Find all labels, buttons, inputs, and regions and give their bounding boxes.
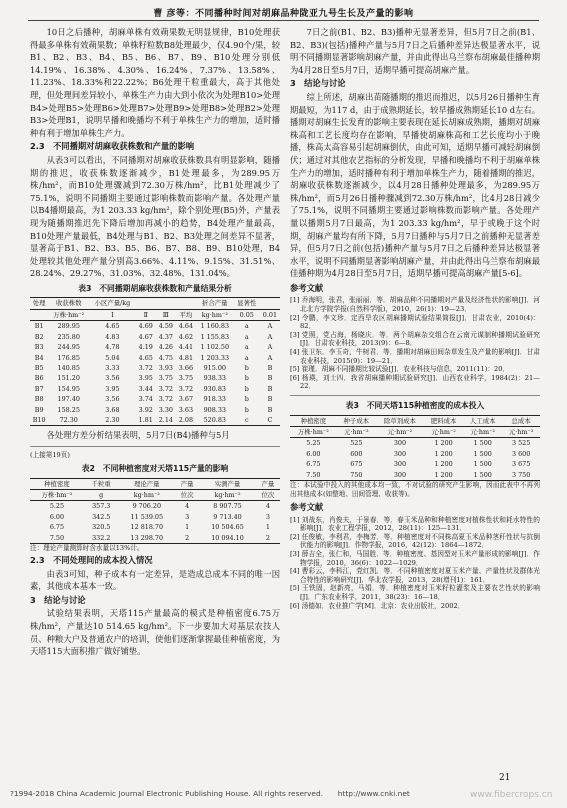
table-row (30, 332, 280, 342)
references-heading: 参考文献 (290, 502, 324, 513)
yield-table (30, 297, 280, 426)
table-header-cell: 理论产量 (119, 478, 176, 489)
table-cell: 289.95 (57, 322, 80, 331)
section-heading: 2.3 不同播期对胡麻收获株数和产量的影响 (30, 141, 195, 152)
table-header-cell: 种子成本 (337, 415, 376, 426)
table-cell: 320.5 (92, 523, 111, 532)
table-cell: 3.72 (158, 395, 173, 404)
table-row (30, 501, 280, 512)
table-cell: 3.56 (105, 374, 120, 383)
table-cell: 72.30 (59, 415, 78, 424)
table-cell: 4.19 (138, 343, 153, 352)
table-row (30, 363, 280, 373)
table-cell: 244.95 (57, 343, 80, 352)
table-row (30, 394, 280, 404)
reference-item: [1] 乔海明，张君，张丽丽．等．胡麻品种不同播期对产量及经济性状的影响[J]．河北北方学院学报(自然科学版)，2010，26(1)：19—23． (290, 296, 540, 314)
table-cell: 4.26 (158, 343, 173, 352)
table-header-cell: 人工成本 (463, 415, 502, 426)
table-header-row (30, 309, 280, 320)
continued-note: (上接第19页) (30, 450, 70, 459)
reference-item: [5] 崔瑾．胡麻不同播期比较试验[J]．农业科技与信息，2011(11)：20． (290, 365, 510, 374)
table-cell: 4.75 (158, 353, 173, 362)
table-cell: 1 203.33 (200, 353, 230, 362)
table-cell: 332.2 (92, 533, 111, 542)
table-cell: 9 706.20 (132, 502, 162, 511)
table-cell: 140.85 (57, 363, 80, 372)
header-rule (28, 20, 539, 21)
table-cell: 2.08 (178, 415, 194, 424)
table-cell: 2.30 (105, 415, 120, 424)
table-header-cell: g (84, 489, 119, 500)
paragraph: 10日之后播种，胡麻单株有效蒴果数无明显规律，B10处理获得最多单株有效蒴果数；单株籽粒数B8处理最少，仅4.90个/果，较B1、B2、B3、B4、B5、B6、B7、B9、B10处理分别低14.19%、16.38%、4.30%、16.24%、7.37%、13.58%、11.23%、18.33%和22.22%；B6处理千粒重最大，高于其他处理，但处理间差异较小，单株生产力由大到小依次为处理B10>处理B4>处理B5>处理B6>处理B7>处理B9>处理B8>处理B2>处理B3>处理B1，说明早播和晚播均不利于单株生产力的增加，适时播种有利于增加单株生产力。 (30, 27, 280, 138)
table-cell: 3.95 (105, 384, 120, 393)
table-cell: 5.04 (105, 353, 120, 362)
table-cell: 4.65 (105, 322, 120, 331)
table-cell: B (267, 363, 273, 372)
table-header-cell: 万株·hm⁻² (30, 489, 84, 500)
table-cell: 9 713.40 (213, 512, 242, 521)
table-cell: 2 (265, 533, 270, 542)
table-row (30, 353, 280, 363)
table-cell: b (244, 384, 249, 393)
table-cell: 235.80 (57, 332, 80, 341)
paragraph: 由表3可知，种子成本有一定差异，是造成总成本不同的唯一因素，其他成本基本一致。 (30, 568, 280, 592)
table-cell: 7.50 (49, 533, 65, 542)
table-cell: 4.83 (105, 332, 120, 341)
reference-item: [4] 张卫东．李玉奇，牛树君．等．播期对胡麻田间杂草发生及产量的影响[J]．甘肃农业科技，2015(9)：19—21． (290, 348, 540, 365)
table-header-cell: 折合产量 (196, 298, 234, 309)
table-cell: 3.74 (138, 395, 153, 404)
table-header-cell: 种植密度 (30, 478, 84, 489)
left-column (30, 26, 280, 658)
table-header-cell: 千粒重 (84, 478, 119, 489)
table-cell: 1 200 (434, 460, 453, 469)
reference-item: [6] 汤德如．农业推广学[M]．北京：农业出版社，2002． (290, 601, 465, 610)
table-cell: 3.30 (158, 405, 173, 414)
table-cell: a (244, 322, 249, 331)
table-header-cell: Ⅱ (136, 309, 156, 320)
table-cell: B6 (34, 374, 44, 383)
table-row (30, 373, 280, 383)
table-cell: 1 102.50 (200, 343, 230, 352)
table-cell: 908.33 (203, 405, 226, 414)
table-header-cell (156, 298, 176, 309)
table-cell: B4 (34, 353, 44, 362)
paragraph: 试验结果表明，天塔115产量最高的模式是种植密度6.75万株/hm²，产量达10 514.65 kg/hm²。下一步要加大对基层农技人员、种粮大户及普通农户的培训，使他们逐渐掌握最佳种植密度，为天塔115大面积推广做好铺垫。 (30, 608, 280, 657)
table-caption: 表3 不同播期胡麻收获株数和产量结果分析 (78, 283, 232, 293)
table-cell: B7 (34, 384, 44, 393)
table-cell: c (244, 415, 249, 424)
table-cell: 197.40 (57, 395, 80, 404)
paragraph: 7日之前(B1、B2、B3)播种无显著差异，但5月7日之前(B1、B2、B3)(包括)播种产量与5月7日之后播种差异达极显著水平，说明不同播期显著影响胡麻产量，并由此得出乌兰察布胡麻最佳播种期为4月28日至5月7日，适期早播可提高胡麻产量。 (290, 27, 540, 75)
table-cell: 3.66 (178, 363, 194, 372)
table-cell: 11 539.05 (130, 512, 164, 521)
table-header-cell: 元·hm⁻² (502, 427, 540, 438)
table-header-cell (136, 298, 156, 309)
table-cell: 4.69 (138, 322, 153, 331)
table-cell: 2 (185, 533, 190, 542)
table-cell: a (244, 332, 249, 341)
table-cell: 3.72 (138, 363, 153, 372)
table-header-cell: Ⅲ (156, 309, 176, 320)
table-cell: 3.92 (138, 405, 153, 414)
table-cell: 13 298.70 (130, 533, 164, 542)
table-cell: 300 (393, 460, 407, 469)
table-cell: 1 500 (473, 470, 492, 479)
table-row (290, 449, 540, 459)
table-header-cell: 元·hm⁻² (376, 427, 424, 438)
table-header-cell: 万株·hm⁻² (290, 427, 337, 438)
table-cell: 10 094.10 (211, 533, 244, 542)
table-cell: 1.81 (138, 415, 153, 424)
table-cell: 2.14 (158, 415, 173, 424)
table-cell: 5.25 (49, 502, 65, 511)
paragraph: 从表3可以看出，不同播期对胡麻收获株数具有明显影响，随播期的推迟，收获株数逐渐减少，B1处理最多，为289.95万株/hm²，而B10处理骤减到72.30万株/hm²，比B1处理减少了75.1%，说明不同播期主要通过影响株数而影响产量。各处理产量以B4播期最高，为1 203.33 kg/hm²，除个别处理(B5)外，产量表现为随播期推迟先下降后增加再减小的趋势，B4处理产量最高，B10处理产量最低，B4处理与B1、B2、B3处理之间差异不显著，显著高于B1、B2、B3、B5、B6、B7、B8、B9、B10处理，B4处理较其他处理产量分别高3.66%、4.11%、9.15%、31.51%、28.24%、29.27%、31.03%、32.48%、131.04%。 (30, 154, 280, 279)
table-cell: B (267, 384, 273, 393)
table-cell: 3.72 (178, 384, 194, 393)
section-heading: 3 结论与讨论 (30, 594, 86, 605)
table-cell: 5.25 (306, 439, 321, 448)
table-cell: 938.33 (203, 374, 226, 383)
table-cell: 3.44 (138, 384, 153, 393)
section-heading: 3 结论与讨论 (290, 78, 346, 89)
table-cell: 1 500 (473, 439, 492, 448)
table-header-cell: 小区产量/kg (89, 298, 136, 309)
table-row (30, 415, 280, 426)
table-header-cell: 万株·hm⁻² (48, 309, 89, 320)
table-cell: 1 200 (434, 449, 453, 458)
table-header-cell: 总成本 (502, 415, 540, 426)
table-cell: B8 (34, 395, 44, 404)
table-cell: 4.41 (178, 343, 194, 352)
table-note: 注：理论产量测算时含水量以13%计。 (30, 543, 144, 552)
table-cell: A (267, 332, 273, 341)
table-header-cell: 肥料成本 (424, 415, 463, 426)
table-cell: b (244, 374, 249, 383)
table-header-cell: kg·hm⁻² (119, 489, 176, 500)
reference-item: [2] 任俊敏，李利君，李梅芳．等．种植密度对不同株高夏玉米品种茎秆性状与抗倒伏能力的影响[J]．作物学报，2016，42(12)：1864—1872． (290, 532, 540, 550)
table-cell: 3.67 (178, 395, 194, 404)
table-header-cell: kg·hm⁻² (196, 309, 234, 320)
table-cell: 3 600 (511, 449, 531, 458)
paragraph: 综上所述，胡麻出苗随播期的推迟而推迟，以5月26日播种生育期最短，为117 d，由于成熟期延长，较早播成熟期延长10 d左右。播期对胡麻生长发育的影响主要表现在延长胡麻成熟期，播期对胡麻株高和工艺长度均存在影响，早播使胡麻株高和工艺长度均小于晚播，株高太高容易引起胡麻倒伏，由此可知，适期早播可减轻胡麻倒伏；通过对其他农艺指标的分析发现，早播和晚播均不利于胡麻单株生产力的增加，适时播种有利于增加单株生产力，随着播期的推迟，胡麻收获株数逐渐减少，以4月28日播种处理最多，为289.95万株/hm²，而5月26日播种骤减到72.30万株/hm²，比4月28日减少了75.1%，说明不同播期主要通过影响株数而影响产量。各处理产量以播期5月7日最高，为1 203.33 kg/hm²，早于或晚于这个时期，胡麻产量均有所下降，5月7日播种与5月7日之前播种无显著差异，但5月7日之前(包括)播种产量与5月7日之后播种差异达极显著水平，说明不同播期显著影响胡麻产量，并由此得出乌兰察布胡麻最佳播种期为4月28日至5月7日，适期早播可提高胡麻产量[5-6]。 (290, 91, 540, 279)
table-header-cell: 除草剂成本 (376, 415, 424, 426)
table-row (30, 321, 280, 332)
table-cell: 4 (185, 502, 190, 511)
table-cell: b (244, 395, 249, 404)
table-cell: B3 (34, 343, 44, 352)
table-row (30, 533, 280, 544)
table-cell: a (244, 343, 249, 352)
table-cell: 675 (350, 460, 363, 469)
page-number: 21 (499, 773, 511, 783)
table-row (30, 405, 280, 415)
table-cell: b (244, 405, 249, 414)
table-header-cell: 元·hm⁻² (463, 427, 502, 438)
table-cell: 4.65 (138, 353, 153, 362)
table-header-cell: 处理 (30, 298, 48, 309)
table-cell: B2 (34, 332, 44, 341)
table-header-cell: 位次 (175, 489, 199, 500)
table-cell: 3.95 (138, 374, 153, 383)
table-header-cell: 位次 (256, 489, 280, 500)
table-cell: 8 907.75 (213, 502, 242, 511)
table-cell: 342.5 (92, 512, 111, 521)
running-header: 曹 彦等：不同播种时间对胡麻品种陇亚九号生长及产量的影响 (153, 9, 414, 19)
table-cell: 1 500 (473, 460, 492, 469)
table-header-cell: 元·hm⁻² (337, 427, 376, 438)
table-header-cell (176, 298, 196, 309)
table-cell: 154.95 (57, 384, 80, 393)
divider (290, 395, 540, 396)
divider (30, 446, 280, 447)
table-header-row (30, 489, 280, 500)
table-cell: 918.33 (203, 395, 226, 404)
copyright-footer: ?1994-2018 China Academic Journal Electronic Publishing House. All rights reserved. http://www.cnki.net (10, 789, 410, 798)
table-header-cell: 平均 (176, 309, 196, 320)
reference-item: [6] 杨瑛，刘士四．我省胡麻播种期试验研究[J]．山西农业科学，1984(2)：21—22． (290, 373, 540, 391)
table-cell: b (244, 363, 249, 372)
table-row (290, 438, 540, 449)
table-header-row (30, 478, 280, 489)
table-cell: 6.75 (49, 523, 65, 532)
table-cell: B (267, 374, 273, 383)
reference-list (290, 296, 540, 391)
table-cell: 6.00 (49, 512, 65, 521)
watermark: www.fibercrops.cn (470, 790, 553, 800)
table-cell: 7.50 (306, 470, 321, 479)
table-row (290, 459, 540, 469)
table-header-cell (260, 298, 280, 309)
table-cell: 1 200 (434, 470, 453, 479)
paragraph: 各处理方差分析结果表明，5月7日(B4)播种与5月 (46, 430, 230, 441)
cost-table (290, 415, 540, 481)
table-cell: 3 750 (511, 470, 531, 479)
density-yield-table (30, 478, 280, 544)
table-cell: 3 (265, 512, 270, 521)
table-cell: a (244, 353, 249, 362)
table-cell: 176.85 (57, 353, 80, 362)
table-cell: 915.00 (203, 363, 226, 372)
table-cell: 3.56 (105, 395, 120, 404)
table-cell: 3.75 (158, 374, 173, 383)
table-header-row (290, 427, 540, 438)
table-row (30, 384, 280, 394)
table-cell: 1 155.83 (200, 332, 230, 341)
table-cell: 3.72 (158, 384, 173, 393)
table-cell: A (267, 322, 273, 331)
table-cell: B9 (34, 405, 44, 414)
table-cell: B (267, 405, 273, 414)
right-column (290, 26, 540, 610)
table-cell: 357.3 (92, 502, 111, 511)
reference-item: [4] 曹彩云，李科江，党红凯．等．不同种植密度对夏玉米产量、产量性状及群体光合特性的影响研究[J]．华北农学报，2013，28(增刊1)：161． (290, 567, 540, 584)
table-cell: 4.81 (178, 353, 194, 362)
table-cell: 4.78 (105, 343, 120, 352)
table-header-cell: Ⅰ (89, 309, 136, 320)
table-cell: B (267, 395, 273, 404)
table-cell: 3.63 (178, 405, 194, 414)
table-cell: 151.20 (57, 374, 80, 383)
table-cell: 4.64 (178, 322, 194, 331)
table-cell: 3 (185, 512, 190, 521)
section-heading: 2.3 不同处理间的成本投入情况 (30, 554, 153, 565)
table-header-cell: 收获株数 (48, 298, 89, 309)
table-cell: 3.75 (178, 374, 194, 383)
table-cell: 3.93 (158, 363, 173, 372)
table-header-cell: 元·hm⁻² (424, 427, 463, 438)
table-header-cell: 显著性 (234, 298, 260, 309)
table-note: 注：本试验中投入的其他成本均一致，不对试验的研究产生影响，因而此表中不再列出其他成本(如整地、田间管理、收获等)。 (290, 481, 540, 499)
table-header-cell: 实测产量 (199, 478, 256, 489)
table-cell: B10 (32, 415, 46, 424)
table-header-cell: 产量 (256, 478, 280, 489)
table-cell: B5 (34, 363, 44, 372)
reference-list (290, 516, 540, 611)
table-cell: 3 675 (511, 460, 531, 469)
table-cell: 3.68 (105, 405, 120, 414)
table-cell: A (267, 353, 273, 362)
table-cell: 6.75 (306, 460, 321, 469)
table-header-row (290, 415, 540, 426)
table-cell: 4 (265, 502, 270, 511)
table-header-cell: kg·hm⁻² (199, 489, 256, 500)
table-cell: B1 (34, 322, 44, 331)
table-cell: 1 (265, 523, 270, 532)
table-caption: 表2 不同种植密度对天塔115产量的影响 (81, 463, 229, 473)
reference-item: [3] 薛吉全，张仁和，马国胜．等．种植密度、基因型对玉米产量形成的影响[J]．作物学报，2010，36(6)：1022—1029． (290, 550, 540, 567)
table-cell: 10 504.65 (211, 523, 244, 532)
table-cell: A (267, 343, 273, 352)
table-cell: 4.37 (158, 332, 173, 341)
reference-item: [2] 令鹏，李文珍．定西旱农区胡麻播期试验结果简报[J]．甘肃农业，2010(4)：82． (290, 313, 540, 331)
table-cell: 600 (350, 449, 363, 458)
table-row (30, 342, 280, 352)
table-cell: C (267, 415, 273, 424)
table-header-cell (30, 309, 48, 320)
table-cell: 1 200 (434, 439, 453, 448)
table-row (290, 470, 540, 481)
table-cell: 525 (350, 439, 363, 448)
table-cell: 300 (393, 470, 407, 479)
reference-item: [5] 王铁固，赵新亮，马娟．等．种植密度对玉米籽粒灌浆及主要农艺性状的影响[J]．广东农业科学，2011，38(23)：16—18． (290, 584, 540, 601)
table-header-cell: 0.01 (260, 309, 280, 320)
table-cell: 6.00 (306, 449, 321, 458)
table-cell: 300 (393, 449, 407, 458)
table-cell: 12 818.70 (130, 523, 164, 532)
table-row (30, 512, 280, 522)
table-cell: 1 160.83 (200, 322, 230, 331)
table-header-cell: 产量 (175, 478, 199, 489)
table-cell: 930.83 (203, 384, 226, 393)
table-cell: 300 (393, 439, 407, 448)
table-cell: 1 500 (473, 449, 492, 458)
table-cell: 4.59 (158, 322, 173, 331)
table-cell: 750 (350, 470, 363, 479)
table-cell: 1 (185, 523, 190, 532)
table-caption: 表3 不同天塔115种植密度的成本投入 (345, 401, 485, 410)
table-header-row (30, 298, 280, 309)
table-cell: 4.67 (138, 332, 153, 341)
table-cell: 3.33 (105, 363, 120, 372)
table-header-cell: 0.05 (234, 309, 260, 320)
reference-item: [3] 党照，党占海，杨晓庆．等．两个胡麻杂交组合在云南元谋制种播期试验研究[J]．甘肃农业科技，2013(9)：6—8． (290, 330, 540, 348)
table-cell: 158.25 (57, 405, 80, 414)
table-cell: 520.83 (203, 415, 226, 424)
reference-item: [1] 刘战东，肖俊夫，于景春．等．春玉米品种和种植密度对植株性状和耗水特性的影响[J]．农业工程学报，2012，28(11)：125—131． (290, 515, 540, 533)
table-row (30, 522, 280, 532)
references-heading: 参考文献 (290, 282, 324, 293)
table-cell: 4.62 (178, 332, 194, 341)
table-header-cell: 种植密度 (290, 415, 337, 426)
table-cell: 3 525 (511, 439, 531, 448)
